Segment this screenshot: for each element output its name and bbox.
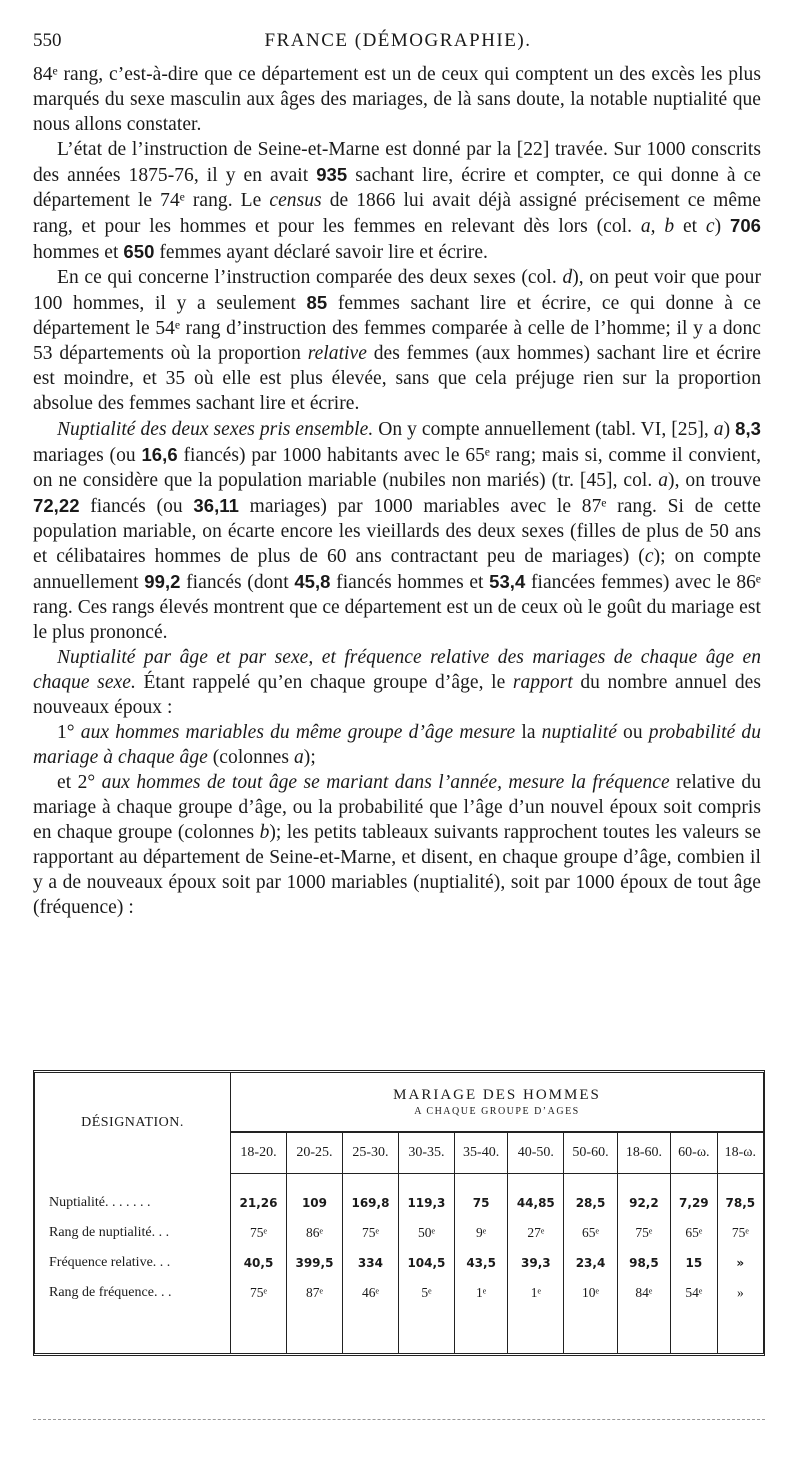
- table-cell: 9ᵉ: [454, 1218, 507, 1248]
- table-cell: 40,5: [231, 1248, 287, 1278]
- table-cell: 78,5: [725, 1196, 756, 1210]
- page-title: FRANCE (DÉMOGRAPHIE).: [264, 30, 532, 51]
- paragraph-text: hommes et: [33, 242, 124, 263]
- paragraph-2: [33, 137, 761, 265]
- italic-word: d: [562, 267, 573, 288]
- table-cell: 23,4: [564, 1248, 617, 1278]
- table-cell: 75: [454, 1188, 507, 1218]
- bold-number: 85: [306, 292, 328, 313]
- italic-word: a: [658, 470, 669, 491]
- italic-word: rapport: [512, 672, 573, 693]
- table-cell: 44,85: [508, 1188, 564, 1218]
- table-cell: 86ᵉ: [286, 1218, 342, 1248]
- paragraph-text: femmes sachant lire et écrire, ce qui donne à ce département le 54ᵉ rang d’instruction des femmes comparée à celle de l’homme; il y a donc 53 départements où la proportion: [33, 293, 761, 364]
- paragraph-text: ), on peut voir que pour 100 hommes, il y a seulement: [33, 267, 761, 314]
- row-label: Nuptialité. . . . . . .: [35, 1188, 231, 1218]
- table-cell: 87ᵉ: [286, 1278, 342, 1308]
- paragraph-text: fiancés hommes et: [330, 572, 490, 593]
- group-header: [231, 1073, 764, 1132]
- table-cell: 7,29: [671, 1188, 718, 1218]
- section-heading: Nuptialité par âge et par sexe, et fréquence relative des mariages de chaque âge en chaque sexe.: [33, 647, 761, 693]
- table-row: [35, 1248, 763, 1278]
- designation-header: DÉSIGNATION.: [35, 1073, 231, 1174]
- paragraph-text: ): [723, 419, 736, 440]
- table-cell: 65ᵉ: [564, 1218, 617, 1248]
- paragraph-text: de 1866 lui avait déjà assigné précisement ce même rang, et pour les hommes et pour les femmes en relevant dès lors (col.: [33, 190, 761, 237]
- table-cell: 10ᵉ: [564, 1278, 617, 1308]
- paragraph-text: Étant rappelé qu’en chaque groupe d’âge, le: [135, 672, 513, 693]
- column-header: 18-60.: [617, 1132, 670, 1174]
- table-cell: 75ᵉ: [231, 1218, 287, 1248]
- column-header: 30-35.: [398, 1132, 454, 1174]
- paragraph-text: 1°: [57, 722, 81, 743]
- bold-number: 706: [729, 215, 762, 236]
- italic-word: a: [713, 419, 724, 440]
- table-row: [35, 1188, 763, 1218]
- paragraph-text: En ce qui concerne l’instruction comparée des deux sexes (col.: [57, 267, 563, 288]
- paragraph-text: ); on compte annuellement: [33, 546, 761, 593]
- paragraph-text: fiancées femmes) avec le 86ᵉ rang. Ces rangs élevés montrent que ce département est un de ceux où le goût du mariage est le plus prononcé.: [33, 572, 761, 643]
- table-cell: 1ᵉ: [454, 1278, 507, 1308]
- bold-number: 16,6: [141, 444, 178, 465]
- bold-number: 935: [316, 164, 348, 185]
- table-cell: 75ᵉ: [617, 1218, 670, 1248]
- footer-rule: [33, 1419, 765, 1420]
- table-cell: 169,8: [342, 1188, 398, 1218]
- table-cell: 21,26: [231, 1188, 287, 1218]
- table-cell: »: [736, 1256, 745, 1270]
- table-cell: 15: [671, 1248, 718, 1278]
- bold-number: 99,2: [144, 571, 181, 592]
- row-label: Rang de fréquence. . .: [35, 1278, 231, 1308]
- marriage-table: [33, 1070, 765, 1356]
- paragraph-text: );: [303, 747, 316, 768]
- bold-number: 72,22: [33, 495, 80, 516]
- table-cell: 109: [286, 1188, 342, 1218]
- paragraph-text: 84ᵉ rang, c’est-à-dire que ce département est un de ceux qui comptent un des excès les plus marqués du sexe masculin aux âges des mariages, de là sans doute, la notable nuptialité que nous allons constater.: [33, 64, 761, 135]
- column-header: 18-ω.: [717, 1132, 763, 1174]
- bold-number: 45,8: [294, 571, 331, 592]
- table-cell: 75ᵉ: [731, 1225, 749, 1240]
- paragraph-text: mariages) par 1000 mariables avec le 87ᵉ rang. Si de cette population mariable, on écarte encore les vieillards des deux sexes (filles de plus de 50 ans et célibataires hommes de plus de 60 ans contractant peu de mariages) (: [33, 496, 761, 567]
- group-title: MARIAGE DES HOMMES: [393, 1087, 601, 1103]
- paragraph-3: [33, 265, 761, 416]
- table-cell: 27ᵉ: [508, 1218, 564, 1248]
- column-header: 35-40.: [454, 1132, 507, 1174]
- italic-phrase: probabilité du mariage à chaque âge: [33, 722, 761, 768]
- column-header: 50-60.: [564, 1132, 617, 1174]
- data-table: [35, 1073, 763, 1353]
- paragraph-text: mariages (ou: [33, 445, 142, 466]
- table-row: [35, 1278, 763, 1308]
- paragraph-text: ): [714, 216, 730, 237]
- table-cell: 84ᵉ: [617, 1278, 670, 1308]
- table-row: [35, 1218, 763, 1248]
- table-cell: 1ᵉ: [508, 1278, 564, 1308]
- paragraph-text: la: [515, 722, 542, 743]
- paragraph-text: et: [674, 216, 706, 237]
- italic-word: census: [269, 190, 322, 211]
- table-cell: 5ᵉ: [398, 1278, 454, 1308]
- column-header: 40-50.: [508, 1132, 564, 1174]
- italic-word: c: [705, 216, 715, 237]
- table-cell: 104,5: [398, 1248, 454, 1278]
- table-cell: 43,5: [454, 1248, 507, 1278]
- table-cell: 98,5: [617, 1248, 670, 1278]
- paragraph-text: L’état de l’instruction de Seine-et-Marne est donné par la [22] travée. Sur 1000 conscrits des années 1875-76, il y en avait: [33, 139, 761, 186]
- paragraph-text: (colonnes: [207, 747, 294, 768]
- paragraph-text: et 2°: [57, 772, 102, 793]
- paragraph-text: femmes ayant déclaré savoir lire et écrire.: [154, 242, 488, 263]
- italic-word: a: [293, 747, 304, 768]
- body-text: [33, 62, 761, 920]
- paragraph-text: ); les petits tableaux suivants rapprochent toutes les valeurs se rapportant au département de Seine-et-Marne, et disent, en chaque groupe d’âge, combien il y a de nouveaux époux soit par 1000 mariables (nuptialité), soit par 1000 époux de tout âge (fréquence) :: [33, 822, 761, 918]
- italic-word: a, b: [640, 216, 675, 237]
- paragraph-text: fiancés (dont: [180, 572, 295, 593]
- paragraph-5: [33, 645, 761, 720]
- italic-word: relative: [307, 343, 367, 364]
- column-header: 18-20.: [231, 1132, 287, 1174]
- paragraph-text: fiancés) par 1000 habitants avec le 65ᵉ rang; mais si, comme il convient, on ne considère que la population mariable (nubiles non mariés) (tr. [45], col.: [33, 445, 762, 491]
- bold-number: 53,4: [489, 571, 526, 592]
- italic-phrase: aux hommes de tout âge se mariant dans l’année, mesure la fréquence: [101, 772, 670, 793]
- paragraph-text: ), on trouve: [668, 470, 761, 491]
- paragraph-1: [33, 62, 761, 137]
- paragraph-text: fiancés (ou: [79, 496, 194, 517]
- section-heading: Nuptialité des deux sexes pris ensemble.: [57, 419, 374, 440]
- table-cell: 28,5: [564, 1188, 617, 1218]
- row-label: Rang de nuptialité. . .: [35, 1218, 231, 1248]
- paragraph-4: [33, 416, 761, 645]
- paragraph-text: On y compte annuellement (tabl. VI, [25],: [373, 419, 714, 440]
- group-subtitle: A CHAQUE GROUPE D’AGES: [414, 1106, 580, 1117]
- paragraph-text: relative du mariage à chaque groupe d’âge, ou la probabilité que l’âge d’un nouvel époux soit compris en chaque groupe (colonnes: [33, 772, 761, 843]
- row-label: Fréquence relative. . .: [35, 1248, 231, 1278]
- table-cell: 334: [342, 1248, 398, 1278]
- table-cell: 399,5: [286, 1248, 342, 1278]
- column-header: 25-30.: [342, 1132, 398, 1174]
- bold-number: 650: [123, 241, 155, 262]
- italic-word: nuptialité: [541, 722, 617, 743]
- table-spacer: [35, 1308, 763, 1353]
- column-header: 20-25.: [286, 1132, 342, 1174]
- bold-number: 8,3: [735, 418, 761, 439]
- italic-phrase: aux hommes mariables du même groupe d’âge mesure: [80, 722, 516, 743]
- table-cell: 50ᵉ: [398, 1218, 454, 1248]
- running-header: [33, 30, 763, 56]
- table-spacer: [35, 1174, 763, 1189]
- bold-number: 36,11: [193, 495, 239, 516]
- page-number: 550: [33, 30, 62, 51]
- column-header: 60-ω.: [671, 1132, 718, 1174]
- paragraph-text: des femmes (aux hommes) sachant lire et écrire est moindre, et 35 où elle est plus élevée, sans que cela préjuge rien sur la proportion absolue des femmes sachant lire et écrire.: [33, 343, 761, 414]
- paragraph-text: ou: [616, 722, 649, 743]
- table-cell: 54ᵉ: [671, 1278, 718, 1308]
- table-cell: 65ᵉ: [671, 1218, 718, 1248]
- table-cell: 92,2: [617, 1188, 670, 1218]
- table-cell: »: [736, 1285, 744, 1300]
- table-cell: 39,3: [508, 1248, 564, 1278]
- paragraph-text: sachant lire, écrire et compter, ce qui donne à ce département le 74ᵉ rang. Le: [33, 165, 761, 211]
- paragraph-7: [33, 770, 761, 920]
- paragraph-6: [33, 720, 761, 770]
- table-cell: 46ᵉ: [342, 1278, 398, 1308]
- table-cell: 119,3: [398, 1188, 454, 1218]
- table-cell: 75ᵉ: [342, 1218, 398, 1248]
- paragraph-text: du nombre annuel des nouveaux époux :: [33, 672, 761, 718]
- table-cell: 75ᵉ: [231, 1278, 287, 1308]
- italic-word: c: [644, 546, 654, 567]
- italic-word: b: [259, 822, 270, 843]
